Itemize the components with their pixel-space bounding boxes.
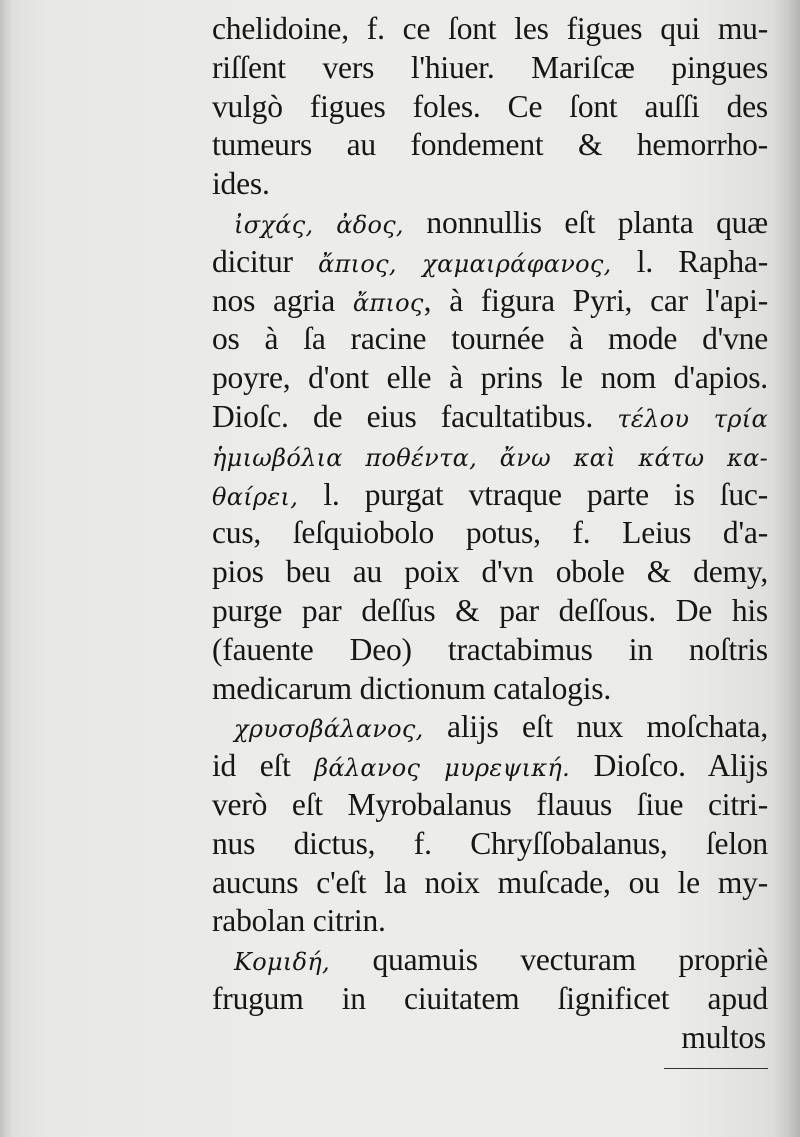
- paragraph-start-line: Κομιδή, quamuis vecturam propriè: [234, 942, 768, 978]
- greek-term: ἄπιος: [352, 288, 424, 317]
- greek-term: ἰσχάς, ἀδος,: [234, 210, 404, 239]
- text-line: poyre, d'ont elle à prins le nom d'apios.: [212, 360, 768, 396]
- text-line: medicarum dictionum catalogis.: [212, 670, 612, 706]
- text-line: id eſt βάλανος μυρεψική. Dioſco. Alijs: [212, 748, 768, 784]
- greek-quote: θαίρει,: [212, 482, 299, 511]
- page-gutter-shadow: [0, 0, 12, 1137]
- greek-term: βάλανος μυρεψική.: [314, 754, 571, 783]
- text-line: tumeurs au fondement & hemorrho-: [212, 127, 768, 163]
- paragraph-start-line: χρυσοβάλανος, alijs eſt nux moſchata,: [234, 709, 768, 745]
- text-line: θαίρει, l. purgat vtraque parte is ſuc-: [212, 476, 768, 512]
- text-line: dicitur ἄπιος, χαμαιράφανος, l. Rapha-: [212, 243, 768, 279]
- text-line: rabolan citrin.: [212, 903, 386, 939]
- text-line: Dioſc. de eius facultatibus. τέλου τρία: [212, 398, 769, 434]
- text-line: riſſent vers l'hiuer. Mariſcæ pingues: [212, 49, 768, 85]
- catchword-rule: [664, 1068, 768, 1069]
- text-line: cus, ſeſquiobolo potus, f. Leius d'a-: [212, 515, 768, 551]
- text-line: ides.: [212, 166, 270, 202]
- text-line: pios beu au poix d'vn obole & demy,: [212, 554, 768, 590]
- text-line: frugum in ciuitatem ſignificet apud: [212, 980, 768, 1016]
- catchword: multos: [681, 1019, 766, 1055]
- text-line: vulgò figues foles. Ce ſont auſſi des: [212, 88, 768, 124]
- text-line: (fauente Deo) tractabimus in noſtris: [212, 631, 768, 667]
- text-line: verò eſt Myrobalanus flauus ſiue citri-: [212, 786, 768, 822]
- page-edge-shadow: [770, 0, 800, 1137]
- greek-quote: ἡμιωβόλια ποθέντα, ἄνω καὶ κάτω κα-: [212, 443, 768, 472]
- text-line: nus dictus, f. Chryſſobalanus, ſelon: [212, 825, 768, 861]
- greek-quote: τέλου τρία: [617, 404, 769, 433]
- paragraph-start-line: ἰσχάς, ἀδος, nonnullis eſt planta quæ: [234, 204, 768, 240]
- greek-term: ἄπιος, χαμαιράφανος,: [318, 249, 612, 278]
- text-line: [212, 437, 768, 476]
- greek-term: Κομιδή,: [234, 948, 330, 977]
- body-text: [212, 10, 768, 1058]
- greek-term: χρυσοβάλανος,: [234, 715, 424, 744]
- text-line: aucuns c'eſt la noix muſcade, ou le my-: [212, 864, 768, 900]
- text-line: purge par deſſus & par deſſous. De his: [212, 592, 768, 628]
- text-line: chelidoine, f. ce ſont les figues qui mu-: [212, 11, 768, 46]
- text-line: nos agria ἄπιος, à figura Pyri, car l'api-: [212, 282, 769, 318]
- text-line: os à ſa racine tournée à mode d'vne: [212, 321, 768, 357]
